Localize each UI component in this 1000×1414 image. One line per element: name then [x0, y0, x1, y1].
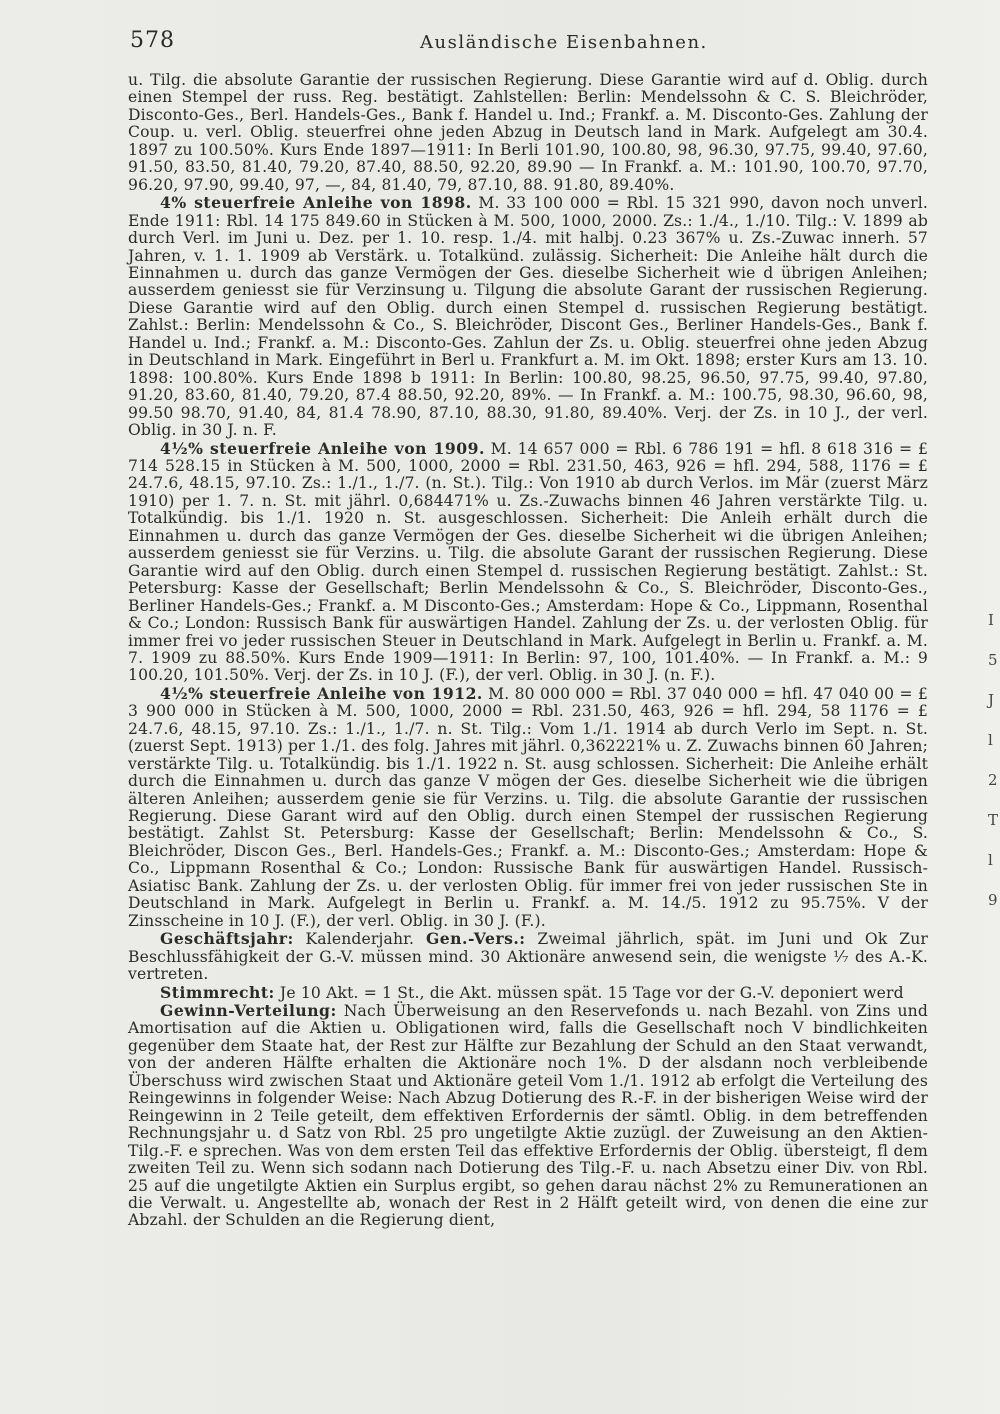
paragraph-loan-1909: 4½% steuerfreie Anleihe von 1909. M. 14 657 000 = Rbl. 6 786 191 = hfl. 8 618 316 = £ 714 528.15 in Stücken à M. 500, 1000, 2000 = Rbl. 231.50, 463, 926 = hfl. 294, 588, 1176 = £ 24.7.6, 48.15, 97.10. Zs.: 1./1., 1./7. (n. St.). Tilg.: Von 1910 ab durch Verlos. im Mär (zuerst März 1910) per 1. 7. n. St. mit jährl. 0,684471% u. Zs.-Zuwachs binnen 46 Jahren verstärkte Tilg. u. Totalkündig. bis 1./1. 1920 n. St. ausgeschlossen. Sicherheit: Die Anleih erhält durch die Einnahmen u. durch das ganze Vermögen der Ges. dieselbe Sicherheit wi die übrigen Anleihen; ausserdem geniesst sie für Verzins. u. Tilg. die absolute Garant der russischen Regierung. Diese Garantie wird auf den Oblig. durch einen Stempel d. russischen Regierung bestätigt. Zahlst.: St. Petersburg: Kasse der Gesellschaft; Berlin Mendelssohn & Co., S. Bleichröder, Disconto-Ges., Berliner Handels-Ges.; Frankf. a. M Disconto-Ges.; Amsterdam: Hope & Co., Lippmann, Rosenthal & Co.; London: Russisch Bank für auswärtigen Handel. Zahlung der Zs. u. der verlosten Oblig. für immer frei vo jeder russischen Steuer in Deutschland in Mark. Aufgelegt in Berlin u. Frankf. a. M. 7. 1909 zu 88.50%. Kurs Ende 1909—1911: In Berlin: 97, 100, 101.40%. — In Frankf. a. M.: 9 100.20, 101.50%. Verj. der Zs. in 10 J. (F.), der verl. Oblig. in 30 J. (n. F.).: [128, 438, 929, 685]
margin-mark: I: [988, 611, 994, 629]
page-header: [130, 28, 930, 58]
margin-mark: 5: [988, 651, 998, 669]
body-text: [128, 72, 928, 1230]
label-gewinn-verteilung: Gewinn-Verteilung:: [160, 1001, 337, 1021]
margin-mark: T: [988, 811, 999, 829]
margin-mark: 2: [988, 771, 998, 789]
label-stimmrecht: Stimmrecht:: [160, 982, 275, 1002]
margin-mark: l: [988, 851, 993, 869]
subheading-loan-1912: 4½% steuerfreie Anleihe von 1912.: [160, 683, 483, 703]
margin-mark: J: [988, 691, 995, 709]
paragraph-1898-prev: u. Tilg. die absolute Garantie der russischen Regierung. Diese Garantie wird auf d. Oblig. durch einen Stempel der russ. Reg. bestätigt. Zahlstellen: Berlin: Mendelssohn & C. S. Bleichröder, Disconto-Ges., Berl. Handels-Ges., Bank f. Handel u. Ind.; Frankf. a. M. Disconto-Ges. Zahlung der Coup. u. verl. Oblig. steuerfrei ohne jeden Abzug in Deutsch land in Mark. Aufgelegt am 30.4. 1897 zu 100.50%. Kurs Ende 1897—1911: In Berli 101.90, 100.80, 98, 96.30, 97.75, 99.40, 97.60, 91.50, 83.50, 81.40, 79.20, 87.40, 88.50, 92.20, 89.90 — In Frankf. a. M.: 101.90, 100.70, 97.70, 96.20, 97.90, 99.40, 97, —, 84, 81.40, 79, 87.10, 88. 91.80, 89.40%.: [128, 71, 928, 194]
label-geschaeftsjahr: Geschäftsjahr:: [160, 929, 294, 949]
subheading-loan-1909: 4½% steuerfreie Anleihe von 1909.: [160, 438, 485, 458]
page-number: 578: [130, 28, 175, 53]
label-gen-vers: Gen.-Vers.:: [425, 929, 526, 949]
margin-marks: [988, 600, 1000, 920]
paragraph-loan-1898: 4% steuerfreie Anleihe von 1898. M. 33 100 000 = Rbl. 15 321 990, davon noch unverl. Ende 1911: Rbl. 14 175 849.60 in Stücken à M. 500, 1000, 2000. Zs.: 1./4., 1./10. Tilg.: V. 1899 ab durch Verl. im Juni u. Dez. per 1. 10. resp. 1./4. mit halbj. 0.23 367% u. Zs.-Zuwac innerh. 57 Jahren, v. 1. 1. 1909 ab Verstärk. u. Totalkünd. zulässig. Sicherheit: Die Anleihe hält durch die Einnahmen u. durch das ganze Vermögen der Ges. dieselbe Sicherheit wie d übrigen Anleihen; ausserdem geniesst sie für Verzinsung u. Tilgung die absolute Garant der russischen Regierung. Diese Garantie wird auf den Oblig. durch einen Stempel d. russischen Regierung bestätigt. Zahlst.: Berlin: Mendelssohn & Co., S. Bleichröder, Discont Ges., Berliner Handels-Ges., Bank f. Handel u. Ind.; Frankf. a. M.: Disconto-Ges. Zahlun der Zs. u. Oblig. steuerfrei ohne jeden Abzug in Deutschland in Mark. Eingeführt in Berl u. Frankfurt a. M. im Okt. 1898; erster Kurs am 13. 10. 1898: 100.80%. Kurs Ende 1898 b 1911: In Berlin: 100.80, 98.25, 96.50, 97.75, 99.40, 97.80, 91.20, 83.60, 81.40, 79.20, 87.4 88.50, 92.20, 89%. — In Frankf. a. M.: 100.75, 98.30, 96.60, 98, 99.50 98.70, 91.40, 84, 81.4 78.90, 87.10, 88.30, 91.80, 89.40%. Verj. der Zs. in 10 J., der verl. Oblig. in 30 J. n. F.: [128, 193, 928, 440]
running-head: Ausländische Eisenbahnen.: [420, 32, 708, 53]
paragraph-stimmrecht: Stimmrecht: Je 10 Akt. = 1 St., die Akt. müssen spät. 15 Tage vor der G.-V. deponiert werd: [160, 982, 904, 1002]
paragraph-gewinn-verteilung: Gewinn-Verteilung: Nach Überweisung an den Reservefonds u. nach Bezahl. von Zins und Amortisation auf die Aktien u. Obligationen wird, falls die Gesellschaft noch V bindlichkeiten gegenüber dem Staate hat, der Rest zur Hälfte zur Bezahlung der Schuld an den Staat verwandt, von der anderen Hälfte erhalten die Aktionäre noch 1%. D der alsdann noch verbleibende Überschuss wird zwischen Staat und Aktionäre geteil Vom 1./1. 1912 ab erfolgt die Verteilung des Reingewinns in folgender Weise: Nach Abzug Dotierung des R.-F. in der bisherigen Weise wird der Reingewinn in 2 Teile geteilt, dem effektiven Erfordernis der sämtl. Oblig. in dem betreffenden Rechnungsjahr u. d Satz von Rbl. 25 pro ungetilgte Aktie zuzügl. der Zuweisung an den Aktien-Tilg.-F. e sprechen. Was von dem ersten Teil das effektive Erfordernis der Oblig. übersteigt, fl dem zweiten Teil zu. Wenn sich sodann nach Dotierung des Tilg.-F. u. nach Absetzu einer Div. von Rbl. 25 auf die ungetilgte Aktien ein Surplus ergibt, so gehen darau nächst 2% zu Remunerationen an die Verwalt. u. Angestellte ab, wonach der Rest in 2 Hälft geteilt wird, von denen die eine zur Abzahl. der Schulden an die Regierung dient,: [128, 1001, 928, 1230]
margin-mark: l: [988, 731, 993, 749]
paragraph-geschaeftsjahr: Geschäftsjahr: Kalenderjahr. Gen.-Vers.: Zweimal jährlich, spät. im Juni und Ok Zur Beschlussfähigkeit der G.-V. müssen mind. 30 Aktionäre anwesend sein, die wenigste ⅟₇ des A.-K. vertreten.: [128, 929, 928, 984]
paragraph-loan-1912: 4½% steuerfreie Anleihe von 1912. M. 80 000 000 = Rbl. 37 040 000 = hfl. 47 040 00 = £ 3 900 000 in Stücken à M. 500, 1000, 2000 = Rbl. 231.50, 463, 926 = hfl. 294, 58 1176 = £ 24.7.6, 48.15, 97.10. Zs.: 1./1., 1./7. n. St. Tilg.: Vom 1./1. 1914 ab durch Verlo im Sept. n. St. (zuerst Sept. 1913) per 1./1. des folg. Jahres mit jährl. 0,362221% u. Z. Zuwachs binnen 60 Jahren; verstärkte Tilg. u. Totalkündig. bis 1./1. 1922 n. St. ausg schlossen. Sicherheit: Die Anleihe erhält durch die Einnahmen u. durch das ganze V mögen der Ges. dieselbe Sicherheit wie die übrigen älteren Anleihen; ausserdem genie sie für Verzins. u. Tilg. die absolute Garantie der russischen Regierung. Diese Garant wird auf den Oblig. durch einen Stempel der russischen Regierung bestätigt. Zahlst St. Petersburg: Kasse der Gesellschaft; Berlin: Mendelssohn & Co., S. Bleichröder, Discon Ges., Berl. Handels-Ges.; Frankf. a. M.: Disconto-Ges.; Amsterdam: Hope & Co., Lippmann Rosenthal & Co.; London: Russische Bank für auswärtigen Handel. Russisch-Asiatisc Bank. Zahlung der Zs. u. der verlosten Oblig. für immer frei von jeder russischen Ste in Deutschland in Mark. Aufgelegt in Berlin u. Frankf. a. M. 14./5. 1912 zu 95.75%. V der Zinsscheine in 10 J. (F.), der verl. Oblig. in 30 J. (F.).: [128, 683, 929, 930]
margin-mark: 9: [988, 891, 998, 909]
subheading-loan-1898: 4% steuerfreie Anleihe von 1898.: [160, 193, 472, 213]
